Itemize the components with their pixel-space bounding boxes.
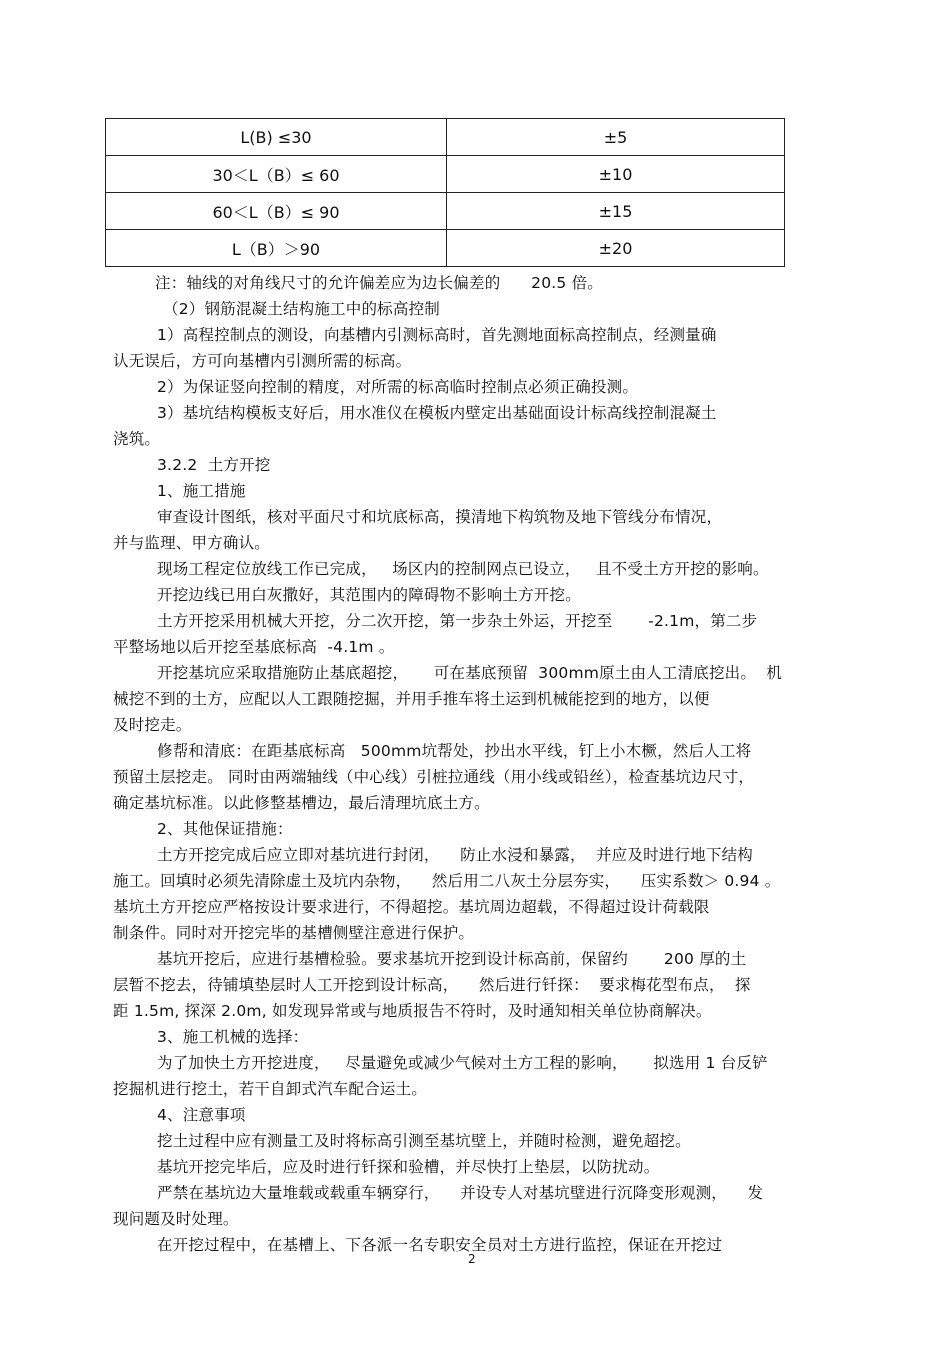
- body-text-line: 认无误后，方可向基槽内引测所需的标高。: [113, 352, 412, 370]
- body-text-line: 制条件。同时对开挖完毕的基槽侧壁注意进行保护。: [113, 924, 475, 942]
- body-text-line: 并与监理、甲方确认。: [113, 534, 271, 552]
- table-row: [106, 119, 785, 156]
- page-number: 2: [468, 1252, 476, 1266]
- table-row: [106, 193, 785, 230]
- table-cell: ±5: [447, 119, 785, 156]
- body-text-line: 2）为保证竖向控制的精度，对所需的标高临时控制点必须正确投测。: [157, 378, 639, 396]
- section-heading: （2）钢筋混凝土结构施工中的标高控制: [163, 300, 440, 318]
- body-text-line: 严禁在基坑边大量堆载或载重车辆穿行， 并设专人对基坑壁进行沉降变形观测， 发: [157, 1184, 764, 1202]
- body-text-line: 开挖基坑应采取措施防止基底超挖， 可在基底预留 300mm原土由人工清底挖出。 机: [157, 664, 783, 682]
- table-cell: L(B) ≤30: [106, 119, 447, 156]
- body-text-line: 层暂不挖去，待铺填垫层时人工开挖到设计标高， 然后进行钎探： 要求梅花型布点， 探: [113, 976, 751, 994]
- body-text-line: 修帮和清底：在距基底标高 500mm坑帮处，抄出水平线，钉上小木橛，然后人工将: [157, 742, 752, 760]
- table-cell: L（B）＞90: [106, 230, 447, 267]
- tolerance-table: [105, 118, 785, 267]
- body-text-line: 1）高程控制点的测设，向基槽内引测标高时，首先测地面标高控制点，经测量确: [157, 326, 717, 344]
- table-cell: 60＜L（B）≤ 90: [106, 193, 447, 230]
- body-text-line: 械挖不到的土方，应配以人工跟随挖掘，并用手推车将土运到机械能挖到的地方，以便: [113, 690, 710, 708]
- body-text-line: 3）基坑结构模板支好后，用水准仪在模板内壁定出基础面设计标高线控制混凝土: [157, 404, 717, 422]
- table-cell: ±10: [447, 156, 785, 193]
- table-row: [106, 156, 785, 193]
- subsection-heading: 1、施工措施: [157, 482, 246, 500]
- body-text-line: 在开挖过程中，在基槽上、下各派一名专职安全员对土方进行监控，保证在开挖过: [157, 1236, 723, 1254]
- body-text-line: 土方开挖采用机械大开挖，分二次开挖，第一步杂土外运，开挖至 -2.1m，第二步: [157, 612, 758, 630]
- section-heading: 3.2.2 土方开挖: [157, 456, 271, 474]
- body-text-line: 为了加快土方开挖进度， 尽量避免或减少气候对土方工程的影响， 拟选用 1 台反铲: [157, 1054, 768, 1072]
- table-row: [106, 230, 785, 267]
- body-text-line: 平整场地以后开挖至基底标高 -4.1m 。: [113, 638, 395, 656]
- subsection-heading: 2、其他保证措施：: [157, 820, 293, 838]
- table-cell: ±20: [447, 230, 785, 267]
- body-text-line: 施工。回填时必须先清除虚土及坑内杂物， 然后用二八灰土分层夯实， 压实系数＞ 0.94 。: [113, 872, 781, 890]
- body-text-line: 开挖边线已用白灰撒好，其范围内的障碍物不影响土方开挖。: [157, 586, 581, 604]
- body-text-line: 基坑开挖完毕后，应及时进行钎探和验槽，并尽快打上垫层，以防扰动。: [157, 1158, 660, 1176]
- subsection-heading: 3、施工机械的选择：: [157, 1028, 309, 1046]
- body-text-line: 基坑开挖后，应进行基槽检验。要求基坑开挖到设计标高前，保留约 200 厚的土: [157, 950, 747, 968]
- body-text-line: 浇筑。: [113, 430, 161, 448]
- table-cell: ±15: [447, 193, 785, 230]
- body-text-line: 现问题及时处理。: [113, 1210, 239, 1228]
- body-text-line: 基坑土方开挖应严格按设计要求进行，不得超挖。基坑周边超载，不得超过设计荷载限: [113, 898, 710, 916]
- body-text-line: 确定基坑标准。以此修整基槽边，最后清理坑底土方。: [113, 794, 490, 812]
- body-text-line: 挖土过程中应有测量工及时将标高引测至基坑壁上，并随时检测，避免超挖。: [157, 1132, 691, 1150]
- body-text-line: 预留土层挖走。 同时由两端轴线（中心线）引桩拉通线（用小线或铅丝），检查基坑边尺寸，: [113, 768, 755, 786]
- body-text-line: 及时挖走。: [113, 716, 192, 734]
- subsection-heading: 4、注意事项: [157, 1106, 246, 1124]
- body-text-line: 现场工程定位放线工作已完成， 场区内的控制网点已设立， 且不受土方开挖的影响。: [157, 560, 769, 578]
- table-note: 注：轴线的对角线尺寸的允许偏差应为边长偏差的 20.5 倍。: [155, 274, 604, 292]
- body-text-line: 审查设计图纸，核对平面尺寸和坑底标高，摸清地下构筑物及地下管线分布情况，: [157, 508, 723, 526]
- table-cell: 30＜L（B）≤ 60: [106, 156, 447, 193]
- body-text-line: 挖掘机进行挖土，若干自卸式汽车配合运土。: [113, 1080, 428, 1098]
- body-text-line: 距 1.5m, 探深 2.0m, 如发现异常或与地质报告不符时，及时通知相关单位协商解决。: [113, 1002, 712, 1020]
- body-text-line: 土方开挖完成后应立即对基坑进行封闭， 防止水浸和暴露， 并应及时进行地下结构: [157, 846, 753, 864]
